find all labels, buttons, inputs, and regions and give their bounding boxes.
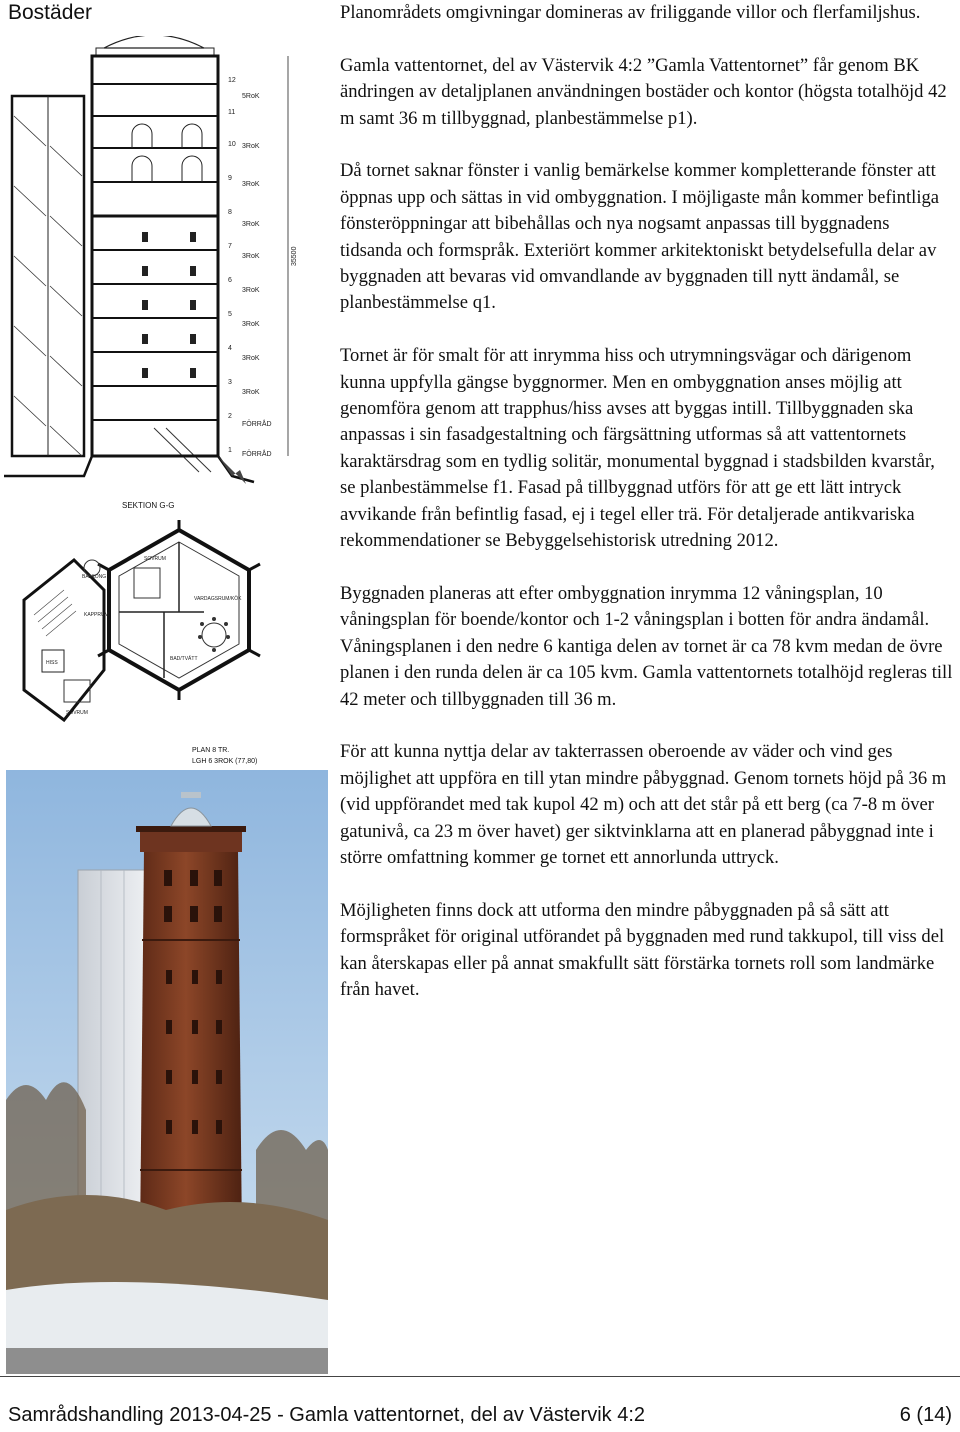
floor-number: 11 [228, 109, 236, 116]
floor-number: 5 [228, 311, 232, 318]
room-label: BAD/TVÄTT [170, 656, 198, 662]
room-label: 5RoK [242, 93, 260, 100]
room-label: KAPPRUM [84, 612, 109, 618]
floor-number: 2 [228, 413, 232, 420]
footer-page-number: 6 (14) [899, 1404, 952, 1426]
section-title: SEKTION G-G [122, 501, 175, 510]
footer-document-title: Samrådshandling 2013-04-25 - Gamla vattentornet, del av Västervik 4:2 [8, 1404, 646, 1426]
floor-number: 9 [228, 175, 232, 182]
room-label: FÖRRÅD [242, 421, 272, 428]
floor-number: 8 [228, 209, 232, 216]
floor-number: 4 [228, 345, 232, 352]
section-drawing-graphic [4, 36, 288, 484]
floor-number: 7 [228, 243, 232, 250]
floor-plan-graphic [24, 520, 260, 720]
paragraph-windows: Då tornet saknar fönster i vanlig bemärkelse kommer kompletterande fönster att öppnas upp och sättas in vid ombyggnation. I möjligaste mån kommer befintliga fönsteröppningar att bibehållas och nya nogsamt anpassas till byggnadens tidsanda och formspråk. Exteriört kommer arkitektoniskt betydelsefulla delar av byggnaden att bevaras vid omvandlande av byggnaden till nytt ändamål, se planbestämmelse q1. [340, 160, 940, 314]
plan-caption-detail: LGH 6 3ROK (77,80) [192, 758, 258, 765]
room-label: 3RoK [242, 253, 260, 260]
floor-plan-drawing [4, 520, 304, 770]
room-label: 3RoK [242, 221, 260, 228]
room-label: BALKONG [82, 574, 107, 580]
room-label: 3RoK [242, 389, 260, 396]
room-label: 3RoK [242, 287, 260, 294]
room-label: FÖRRÅD [242, 451, 272, 458]
body-text [340, 0, 955, 1003]
paragraph-floors: Byggnaden planeras att efter ombyggnation inrymma 12 våningsplan, 10 våningsplan för boende/kontor och 1-2 våningsplan i botten för andra ändamål. Våningsplanen i den nedre 6 kantiga delen av tornet är ca 78 kvm medan de övre planen i den runda delen är ca 105 kvm. Gamla vattentornets totalhöjd regleras till 42 meter och tillbyggnaden till 36 m. [340, 582, 953, 710]
section-dimension: 35500 [291, 246, 298, 266]
floor-number: 10 [228, 141, 236, 148]
room-label: 3RoK [242, 355, 260, 362]
paragraph-extension: Tornet är för smalt för att inrymma hiss och utrymningsvägar och därigenom kunna uppfylla gängse byggnormer. Men en ombyggnation anses möjlig att genomföra genom att trapphus/hiss avses att byggas intill. Tillbyggnaden ska anpassas i sin fasadgestaltning och färgsättning utformas så att vattentornets karaktärsdrag som en tydlig solitär, monumental byggnad i stadsbilden kvarstår, se planbestämmelse f1. Fasad på tillbyggnad utförs för att ge ett lätt intryck avvikande från befintlig fasad, ej i tegel eller trä. För detaljerade antikvariska rekommendationer se Bebyggelsehistorisk utredning 2012. [340, 345, 935, 552]
floor-number: 3 [228, 379, 232, 386]
room-label: HISS [46, 660, 58, 666]
room-label: SOVRUM [144, 556, 166, 562]
section-heading: Bostäder [8, 1, 93, 24]
room-label: 3RoK [242, 321, 260, 328]
tower-photo [6, 770, 328, 1374]
paragraph-roof-terrace: För att kunna nyttja delar av takterrassen oberoende av väder och vind ges möjlighet att uppföra en till ytan mindre påbyggnad. Genom tornets höjd på 36 m (vid uppförandet med tak kupol 42 m) och att det står på ett berg (ca 7-8 m över gatunivå, ca 23 m över havet) ger siktvinklarna att en planerad påbyggnad inte i större omfattning kommer ge tornet ett annorlunda uttryck. [340, 741, 947, 868]
paragraph-dome: Möjligheten finns dock att utforma den mindre påbyggnaden på så sätt att formspråket för original utförandet på byggnaden med rund takkupol, till viss del kan återskapas eller på annat smakfullt sätt förstärka tornets roll som landmärke från havet. [340, 899, 945, 1000]
room-label: SOVRUM [66, 710, 88, 716]
room-label: 3RoK [242, 181, 260, 188]
section-drawing [4, 36, 304, 516]
floor-number: 12 [228, 77, 236, 84]
floor-number: 1 [228, 447, 232, 454]
floor-number: 6 [228, 277, 232, 284]
paragraph-land-use: Gamla vattentornet, del av Västervik 4:2 ”Gamla Vattentornet” får genom BK ändringen av detaljplanen användningen bostäder och kontor (högsta totalhöjd 42 m samt 36 m tillbyggnad, planbestämmelse p1). [340, 54, 947, 129]
plan-caption: PLAN 8 TR. [192, 747, 230, 754]
footer-divider [0, 1376, 960, 1377]
room-label: VARDAGSRUM/KÖK [194, 596, 242, 602]
tower-photo-graphic [6, 770, 328, 1374]
room-label: 3RoK [242, 143, 260, 150]
paragraph-surroundings: Planområdets omgivningar domineras av friliggande villor och flerfamiljshus. [340, 2, 921, 23]
